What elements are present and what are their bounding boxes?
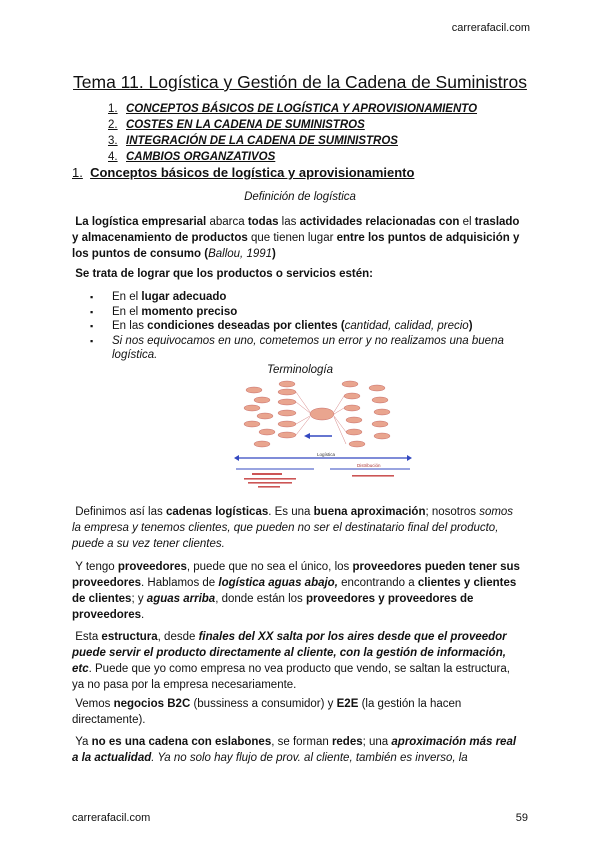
list-item: ▪ En el momento preciso (90, 305, 530, 320)
intro-text: Se trata de lograr que los productos o servicios estén: (75, 268, 374, 280)
logistics-label: Logística (317, 452, 336, 457)
distribution-label: Distribución (357, 463, 381, 468)
paragraph-proveedores: Y tengo proveedores, puede que no sea el único, los proveedores pueden tener sus proveedores. Hablamos de logística aguas abajo, encontrando a clientes y clientes de clientes; y aguas arriba, donde están los proveedores y proveedores de proveedores. (72, 561, 520, 621)
toc-item[interactable]: 4. CAMBIOS ORGANZATIVOS (108, 151, 276, 163)
page-title: Tema 11. Logística y Gestión de la Cadena de Suministros (73, 72, 527, 92)
bullet-list (90, 290, 530, 363)
table-of-contents (108, 101, 477, 165)
definition-heading: Definición de logística (244, 191, 356, 203)
list-item: ▪ En el lugar adecuado (90, 290, 530, 305)
toc-item[interactable]: 1. CONCEPTOS BÁSICOS DE LOGÍSTICA Y APROVISIONAMIENTO (108, 103, 478, 115)
page-number: 59 (515, 812, 528, 824)
list-item: ▪ Si nos equivocamos en uno, cometemos un error y no realizamos una buena logística. (90, 334, 530, 363)
paragraph-cadenas: Definimos así las cadenas logísticas. Es una buena aproximación; nosotros somos la empresa y tenemos clientes, que pueden no ser el destinatario final del producto, puede a su vez tener clientes. (72, 506, 514, 550)
section-heading: 1. Conceptos básicos de logística y aprovisionamiento (72, 165, 415, 180)
paragraph-redes: Ya no es una cadena con eslabones, se forman redes; una aproximación más real a la actualidad. Ya no solo hay flujo de prov. al cliente, también es inverso, la (72, 736, 517, 764)
paragraph-negocios: Vemos negocios B2C (bussiness a consumidor) y E2E (la gestión la hacen directamente). (72, 698, 462, 726)
footer-site: carrerafacil.com (72, 812, 151, 824)
supply-chain-diagram (232, 378, 414, 496)
paragraph-estructura: Esta estructura, desde finales del XX salta por los aires desde que el proveedor puede servir el producto directamente al cliente, con la gestión de información, etc. Puede que yo como empresa no vea producto que vendo, se saltan la estructura, ya no pasa por la empresa necesariamente. (72, 631, 510, 691)
list-item: ▪ En las condiciones deseadas por clientes (cantidad, calidad, precio) (90, 319, 530, 334)
definition-paragraph: La logística empresarial abarca todas las actividades relacionadas con el traslado y almacenamiento de productos que tienen lugar entre los puntos de adquisición y los puntos de consumo (Ballou, 1991) (72, 216, 520, 260)
header-site: carrerafacil.com (451, 22, 530, 34)
terminology-heading: Terminología (266, 364, 334, 376)
toc-item[interactable]: 3. INTEGRACIÓN DE LA CADENA DE SUMINISTROS (108, 135, 398, 147)
toc-item[interactable]: 2. COSTES EN LA CADENA DE SUMINISTROS (108, 119, 365, 131)
